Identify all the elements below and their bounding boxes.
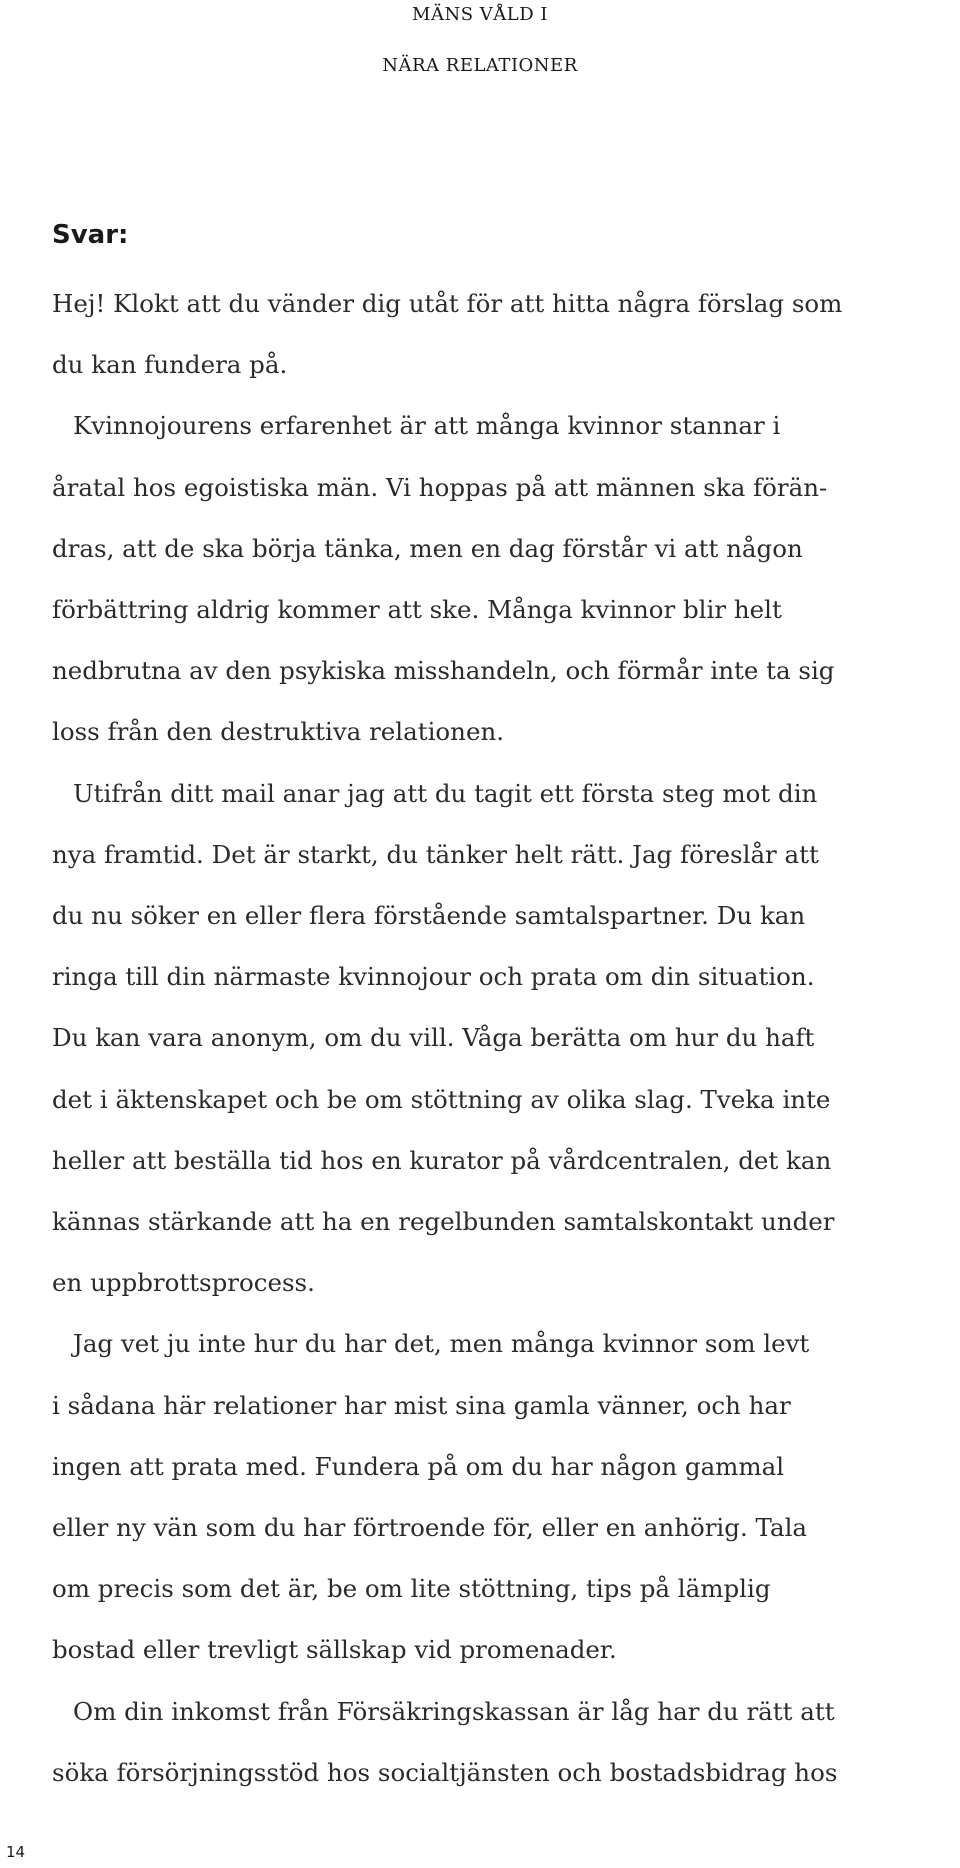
text-line: Jag vet ju inte hur du har det, men många kvinnor som levt	[73, 1329, 810, 1359]
text-line: en uppbrottsprocess.	[52, 1268, 315, 1298]
text-line: eller ny vän som du har förtroende för, eller en anhörig. Tala	[52, 1513, 808, 1543]
text-line: söka försörjningsstöd hos socialtjänsten och bostadsbidrag hos	[52, 1757, 838, 1787]
text-line: om precis som det är, be om lite stöttning, tips på lämplig	[52, 1574, 771, 1604]
text-line: förbättring aldrig kommer att ske. Många kvinnor blir helt	[52, 595, 782, 625]
text-line: loss från den destruktiva relationen.	[52, 717, 505, 747]
text-line: kännas stärkande att ha en regelbunden samtalskontakt under	[52, 1207, 835, 1237]
page-number: 14	[6, 1843, 26, 1861]
text-line: åratal hos egoistiska män. Vi hoppas på att männen ska förän-	[52, 472, 828, 502]
paragraph-income	[52, 1681, 952, 1803]
text-line: du kan fundera på.	[52, 350, 288, 380]
text-line: bostad eller trevligt sällskap vid promenader.	[52, 1635, 617, 1665]
running-head-subtitle: NÄRA RELATIONER	[382, 55, 578, 76]
text-line: i sådana här relationer har mist sina gamla vänner, och har	[52, 1390, 791, 1420]
text-line: Utifrån ditt mail anar jag att du tagit ett första steg mot din	[73, 778, 818, 808]
text-line: du nu söker en eller flera förstående samtalspartner. Du kan	[52, 901, 806, 931]
running-head-title: MÄNS VÅLD I	[412, 4, 548, 25]
paragraph-greeting	[52, 273, 952, 395]
paragraph-friends	[52, 1313, 952, 1680]
text-line: Kvinnojourens erfarenhet är att många kvinnor stannar i	[73, 411, 781, 441]
paragraph-advice	[52, 763, 952, 1314]
text-line: nya framtid. Det är starkt, du tänker helt rätt. Jag föreslår att	[52, 839, 819, 869]
page-body	[52, 219, 952, 1803]
text-line: nedbrutna av den psykiska misshandeln, och förmår inte ta sig	[52, 656, 835, 686]
section-heading: Svar:	[52, 220, 129, 250]
text-line: dras, att de ska börja tänka, men en dag förstår vi att någon	[52, 533, 803, 563]
text-line: Hej! Klokt att du vänder dig utåt för att hitta några förslag som	[52, 289, 843, 318]
text-line: Om din inkomst från Försäkringskassan är låg har du rätt att	[73, 1696, 835, 1726]
text-line: det i äktenskapet och be om stöttning av olika slag. Tveka inte	[52, 1084, 831, 1114]
paragraph-experience	[52, 395, 952, 762]
text-line: heller att beställa tid hos en kurator på vårdcentralen, det kan	[52, 1145, 832, 1175]
text-line: ingen att prata med. Fundera på om du har någon gammal	[52, 1451, 785, 1481]
text-line: ringa till din närmaste kvinnojour och prata om din situation.	[52, 962, 815, 992]
text-line: Du kan vara anonym, om du vill. Våga berätta om hur du haft	[52, 1023, 815, 1053]
